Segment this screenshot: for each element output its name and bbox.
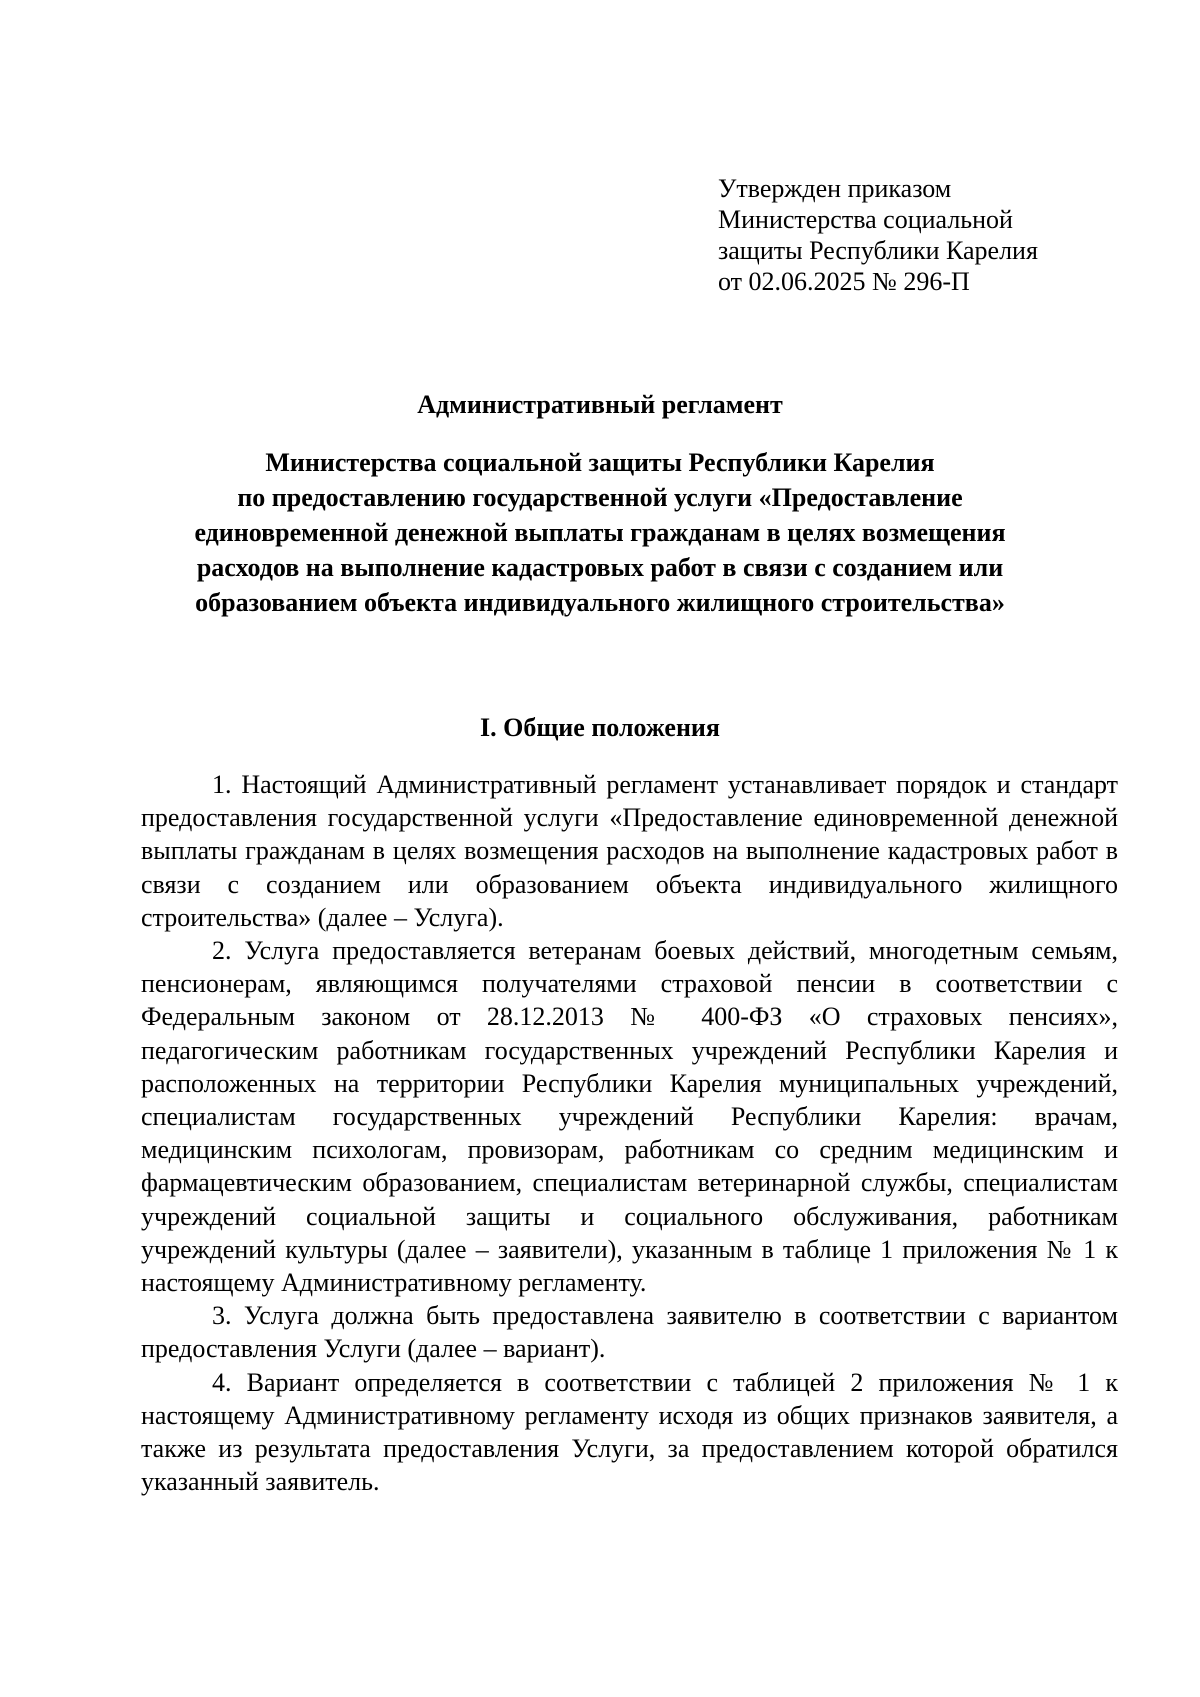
approval-line-1: Утвержден приказом: [718, 174, 952, 203]
approval-line-2: Министерства социальной: [718, 205, 1013, 234]
subtitle-line-3: единовременной денежной выплаты гражданам в целях возмещения: [194, 518, 1006, 547]
document-subtitle: [0, 445, 1200, 620]
approval-stamp-block: [718, 173, 1038, 297]
paragraph-4: 4. Вариант определяется в соответствии с таблицей 2 приложения № 1 к настоящему Административному регламенту исходя из общих признаков заявителя, а также из результата предоставления Услуги, за предоставлением которой обратился указанный заявитель.: [141, 1367, 1118, 1497]
subtitle-line-4: расходов на выполнение кадастровых работ в связи с созданием или: [196, 553, 1004, 582]
paragraph-2: 2. Услуга предоставляется ветеранам боевых действий, многодетным семьям, пенсионерам, являющимся получателями страховой пенсии в соответствии с Федеральным законом от 28.12.2013 № 400-ФЗ «О страховых пенсиях», педагогическим работникам государственных учреждений Республики Карелия и расположенных на территории Республики Карелия муниципальных учреждений, специалистам государственных учреждений Республики Карелия: врачам, медицинским психологам, провизорам, работникам со средним медицинским и фармацевтическим образованием, специалистам ветеринарной службы, специалистам учреждений социальной защиты и социального обслуживания, работникам учреждений культуры (далее – заявители), указанным в таблице 1 приложения № 1 к настоящему Административному регламенту.: [141, 936, 1118, 1298]
document-title: Административный регламент: [417, 390, 783, 419]
section-heading: I. Общие положения: [480, 713, 720, 742]
approval-line-3: защиты Республики Карелия: [718, 236, 1038, 265]
paragraph-3: 3. Услуга должна быть предоставлена заявителю в соответствии с вариантом предоставления Услуги (далее – вариант).: [141, 1301, 1118, 1364]
subtitle-line-1: Министерства социальной защиты Республики Карелия: [265, 448, 935, 477]
subtitle-line-5: образованием объекта индивидуального жилищного строительства»: [195, 588, 1005, 617]
approval-line-4: от 02.06.2025 № 296-П: [718, 267, 970, 296]
section-body: [141, 768, 1118, 1498]
subtitle-line-2: по предоставлению государственной услуги «Предоставление: [237, 483, 963, 512]
paragraph-1: 1. Настоящий Административный регламент устанавливает порядок и стандарт предоставления государственной услуги «Предоставление единовременной денежной выплаты гражданам в целях возмещения расходов на выполнение кадастровых работ в связи с созданием или образованием объекта индивидуального жилищного строительства» (далее – Услуга).: [141, 770, 1118, 932]
